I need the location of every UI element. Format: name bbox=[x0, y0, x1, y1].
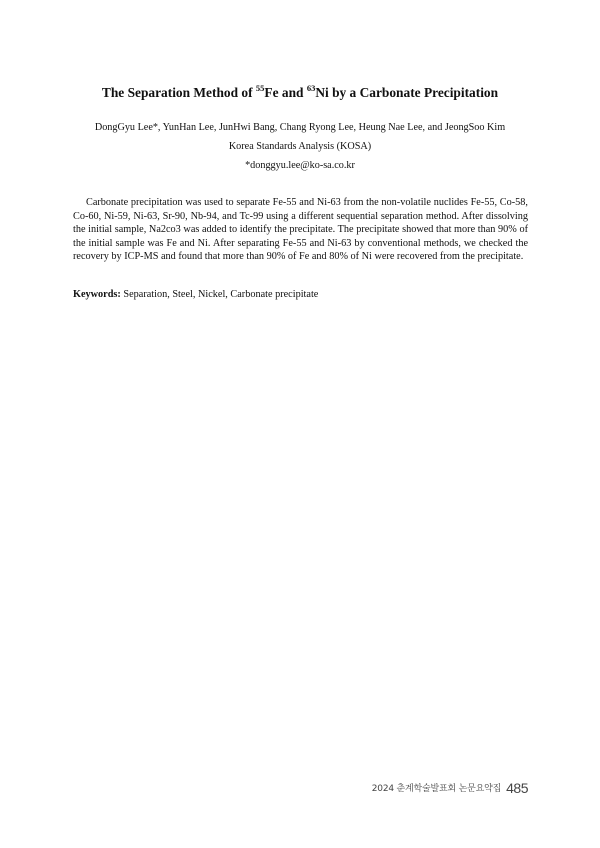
keywords-list: Separation, Steel, Nickel, Carbonate precipitate bbox=[123, 289, 319, 300]
abstract-paragraph: Carbonate precipitation was used to separate Fe-55 and Ni-63 from the non-volatile nuclides Fe-55, Co-58, Co-60, Ni-59, Ni-63, Sr-90, Nb-94, and Tc-99 using a different sequential separation method. After dissolving the initial sample, Na2co3 was added to identify the precipitate. The precipitate showed that more than 90% of the initial sample was Fe and Ni. After separating Fe-55 and Ni-63 by conventional methods, we checked the recovery by ICP-MS and found that more than 90% of Fe and 80% of Ni were recovered from the precipitate. bbox=[73, 197, 528, 263]
paper-title bbox=[0, 84, 600, 102]
keywords-label: Keywords: bbox=[73, 289, 121, 300]
page-footer bbox=[372, 778, 528, 797]
affiliation: Korea Standards Analysis (KOSA) bbox=[228, 141, 372, 152]
title-superscript-ni: 63 bbox=[306, 83, 316, 93]
title-suffix: Ni by a Carbonate Precipitation bbox=[315, 85, 499, 100]
title-prefix: The Separation Method of bbox=[101, 85, 256, 100]
title-middle: Fe and bbox=[264, 85, 307, 100]
contact-email: *donggyu.lee@ko-sa.co.kr bbox=[245, 160, 355, 171]
page-number: 485 bbox=[506, 780, 528, 796]
conference-name: 2024 춘계학술발표회 논문요약집 bbox=[371, 784, 502, 794]
author-list: DongGyu Lee*, YunHan Lee, JunHwi Bang, Chang Ryong Lee, Heung Nae Lee, and JeongSoo Kim bbox=[94, 122, 506, 133]
title-superscript-fe: 55 bbox=[255, 83, 265, 93]
keywords-line bbox=[73, 288, 528, 302]
